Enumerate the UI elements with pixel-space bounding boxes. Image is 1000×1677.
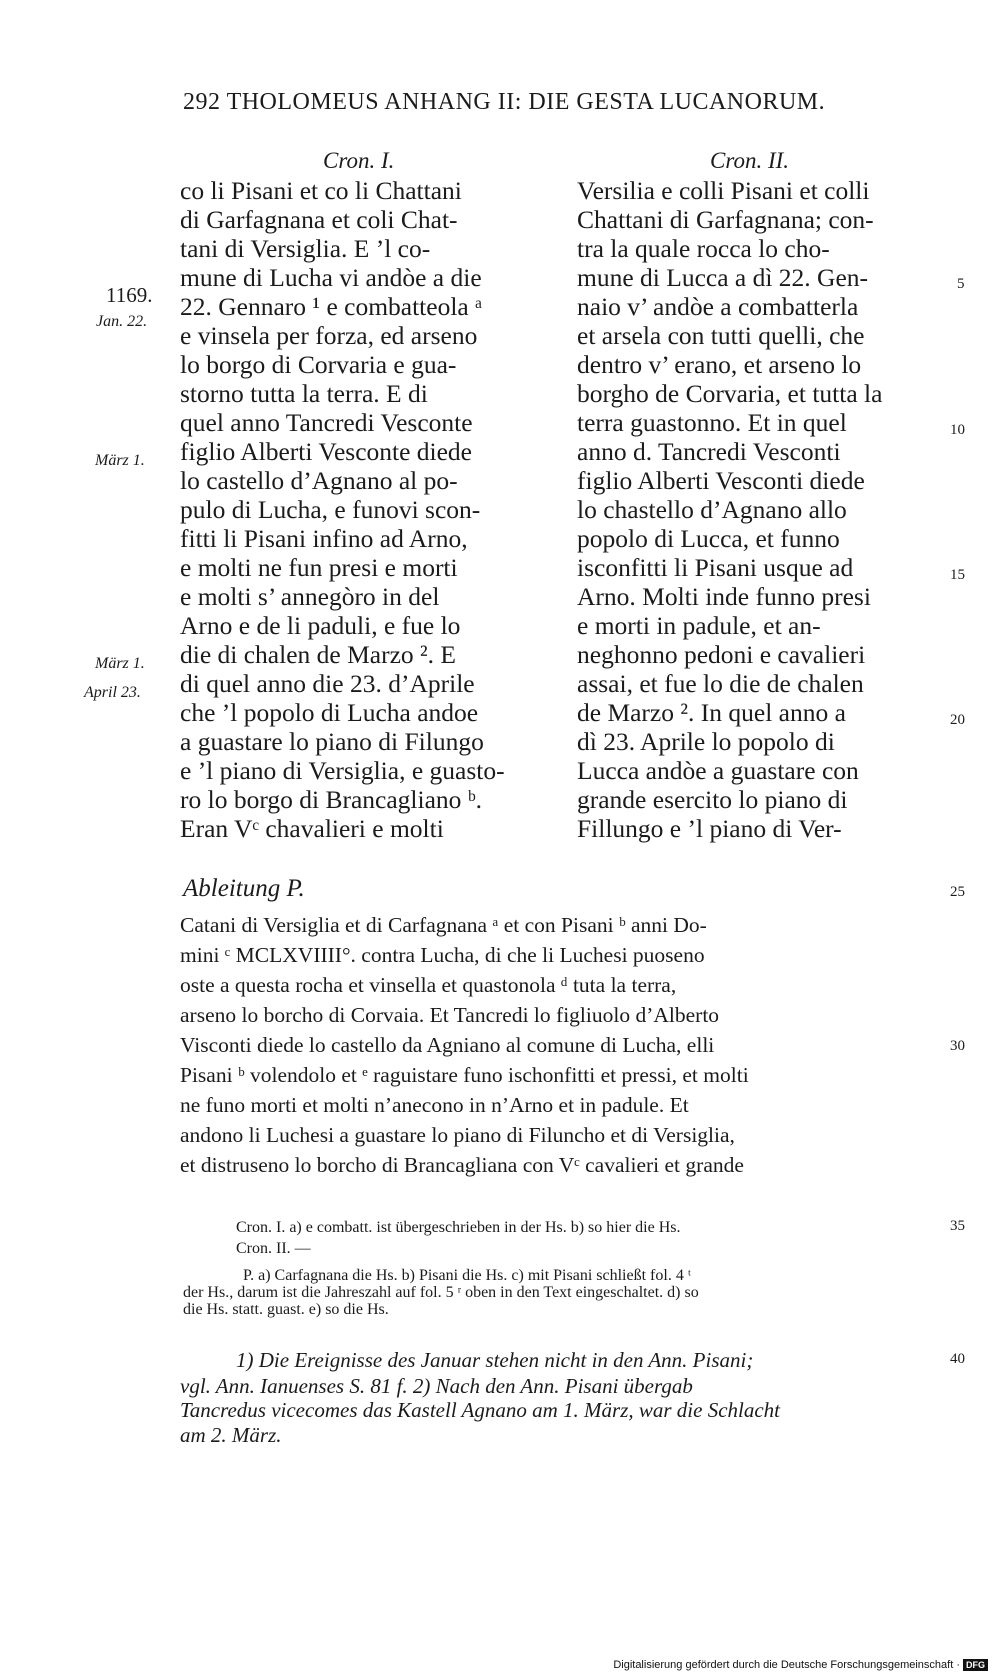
cron2-line: assai, et fue lo die de chalen [577, 669, 864, 698]
cron2-title: Cron. II. [710, 148, 790, 173]
margin-date: Jan. 22. [96, 313, 148, 330]
cron2-line: grande esercito lo piano di [577, 785, 848, 814]
cron1-line: di Garfagnana et coli Chat- [180, 205, 458, 234]
ableitung-line: andono li Luchesi a guastare lo piano di Filuncho et di Versiglia, [180, 1123, 735, 1147]
cron1-line: Arno e de li paduli, e fue lo [180, 611, 461, 640]
margin-date: März 1. [95, 655, 145, 672]
ableitung-line: Pisani ᵇ volendolo et ᵉ raguistare funo ischonfitti et pressi, et molti [180, 1063, 749, 1087]
cron2-line: et arsela con tutti quelli, che [577, 321, 865, 350]
ableitung-line: Visconti diede lo castello da Agniano al comune di Lucha, elli [180, 1033, 715, 1057]
ableitung-body [180, 910, 749, 1180]
ableitung-line: Catani di Versiglia et di Carfagnana ᵃ et con Pisani ᵇ anni Do- [180, 913, 707, 937]
apparatus-line: der Hs., darum ist die Jahreszahl auf fol. 5 ʳ oben in den Text eingeschaltet. d) so [183, 1284, 699, 1301]
apparatus-line: Cron. II. — [236, 1240, 311, 1257]
cron2-line: figlio Alberti Vesconti diede [577, 466, 865, 495]
cron2-line: borgho de Corvaria, et tutta la [577, 379, 883, 408]
cron1-line: pulo di Lucha, e funovi scon- [180, 495, 481, 524]
ableitung-title: Ableitung P. [183, 875, 305, 902]
line-number: 15 [950, 567, 965, 583]
cron1-line: e molti s’ annegòro in del [180, 582, 440, 611]
cron2-line: tra la quale rocca lo cho- [577, 234, 830, 263]
cron1-line: storno tutta la terra. E di [180, 379, 428, 408]
line-number: 35 [950, 1218, 965, 1234]
apparatus-line: Cron. I. a) e combatt. ist übergeschrieben in der Hs. b) so hier die Hs. [236, 1219, 681, 1236]
ableitung-line: ne funo morti et molti n’anecono in n’Arno et in padule. Et [180, 1093, 689, 1117]
footnote-line: Tancredus vicecomes das Kastell Agnano am 1. März, war die Schlacht [180, 1398, 781, 1422]
cron2-line: mune di Lucca a dì 22. Gen- [577, 263, 869, 292]
margin-date: April 23. [84, 684, 141, 701]
cron1-line: co li Pisani et co li Chattani [180, 176, 462, 205]
margin-year: 1169. [106, 283, 153, 307]
cron1-line: di quel anno die 23. d’Aprile [180, 669, 475, 698]
footnote-line: am 2. März. [180, 1423, 282, 1447]
line-number: 25 [950, 884, 965, 900]
line-number: 40 [950, 1351, 965, 1367]
cron2-line: popolo di Lucca, et funno [577, 524, 840, 553]
footnote-line: vgl. Ann. Ianuenses S. 81 f. 2) Nach den Ann. Pisani übergab [180, 1374, 693, 1398]
cron1-column [180, 176, 505, 843]
apparatus-line: P. a) Carfagnana die Hs. b) Pisani die Hs. c) mit Pisani schließt fol. 4 ᵗ [243, 1267, 691, 1284]
cron2-line: terra guastonno. Et in quel [577, 408, 847, 437]
cron1-line: a guastare lo piano di Filungo [180, 727, 484, 756]
cron2-line: isconfitti li Pisani usque ad [577, 553, 854, 582]
cron2-line: naio v’ andòe a combatterla [577, 292, 859, 321]
footnote-line: 1) Die Ereignisse des Januar stehen nicht in den Ann. Pisani; [236, 1348, 754, 1372]
page-header: 292 THOLOMEUS ANHANG II: DIE GESTA LUCANORUM. [183, 89, 826, 115]
line-number: 20 [950, 712, 965, 728]
cron1-line: fitti li Pisani infino ad Arno, [180, 524, 468, 553]
cron1-line: mune di Lucha vi andòe a die [180, 263, 482, 292]
ableitung-line: et distruseno lo borcho di Brancagliana con Vᶜ cavalieri et grande [180, 1153, 744, 1177]
cron1-line: e molti ne fun presi e morti [180, 553, 458, 582]
cron1-line: die di chalen de Marzo ². E [180, 640, 456, 669]
cron2-line: Versilia e colli Pisani et colli [577, 176, 870, 205]
cron1-line: Eran Vᶜ chavalieri e molti [180, 814, 444, 843]
cron1-title: Cron. I. [323, 148, 395, 173]
cron2-line: Arno. Molti inde funno presi [577, 582, 871, 611]
ableitung-line: mini ᶜ MCLXVIIII°. contra Lucha, di che li Luchesi puoseno [180, 943, 705, 967]
cron1-line: figlio Alberti Vesconte diede [180, 437, 473, 466]
cron2-line: anno d. Tancredi Vesconti [577, 437, 841, 466]
margin-date: März 1. [95, 452, 145, 469]
cron1-line: tani di Versiglia. E ’l co- [180, 234, 431, 263]
cron2-line: de Marzo ². In quel anno a [577, 698, 846, 727]
cron1-line: che ’l popolo di Lucha andoe [180, 698, 479, 727]
ableitung-line: oste a questa rocha et vinsella et quastonola ᵈ tuta la terra, [180, 973, 677, 997]
cron2-line: dì 23. Aprile lo popolo di [577, 727, 835, 756]
cron1-line: ro lo borgo di Brancagliano ᵇ. [180, 785, 483, 814]
cron1-line: lo castello d’Agnano al po- [180, 466, 458, 495]
line-number: 5 [957, 276, 965, 292]
cron1-line: e vinsela per forza, ed arseno [180, 321, 478, 350]
cron2-line: e morti in padule, et an- [577, 611, 821, 640]
cron1-line: e ’l piano di Versiglia, e guasto- [180, 756, 505, 785]
cron1-line: 22. Gennaro ¹ e combatteola ᵃ [180, 292, 483, 321]
apparatus-line: die Hs. statt. guast. e) so die Hs. [183, 1301, 389, 1318]
cron2-line: lo chastello d’Agnano allo [577, 495, 847, 524]
cron1-line: lo borgo di Corvaria e gua- [180, 350, 457, 379]
ableitung-line: arseno lo borcho di Corvaia. Et Tancredi lo figliuolo d’Alberto [180, 1003, 720, 1027]
cron2-line: Lucca andòe a guastare con [577, 756, 859, 785]
dfg-logo: DFG [963, 1659, 988, 1671]
cron1-line: quel anno Tancredi Vesconte [180, 408, 473, 437]
cron2-line: Fillungo e ’l piano di Ver- [577, 814, 842, 843]
cron2-line: dentro v’ erano, et arseno lo [577, 350, 862, 379]
cron2-line: neghonno pedoni e cavalieri [577, 640, 866, 669]
funding-credit-text: Digitalisierung gefördert durch die Deutsche Forschungsgemeinschaft · [613, 1659, 960, 1671]
line-number: 30 [950, 1038, 965, 1054]
cron2-column [577, 176, 882, 843]
funding-credit [613, 1659, 988, 1671]
cron2-line: Chattani di Garfagnana; con- [577, 205, 874, 234]
line-number: 10 [950, 422, 965, 438]
